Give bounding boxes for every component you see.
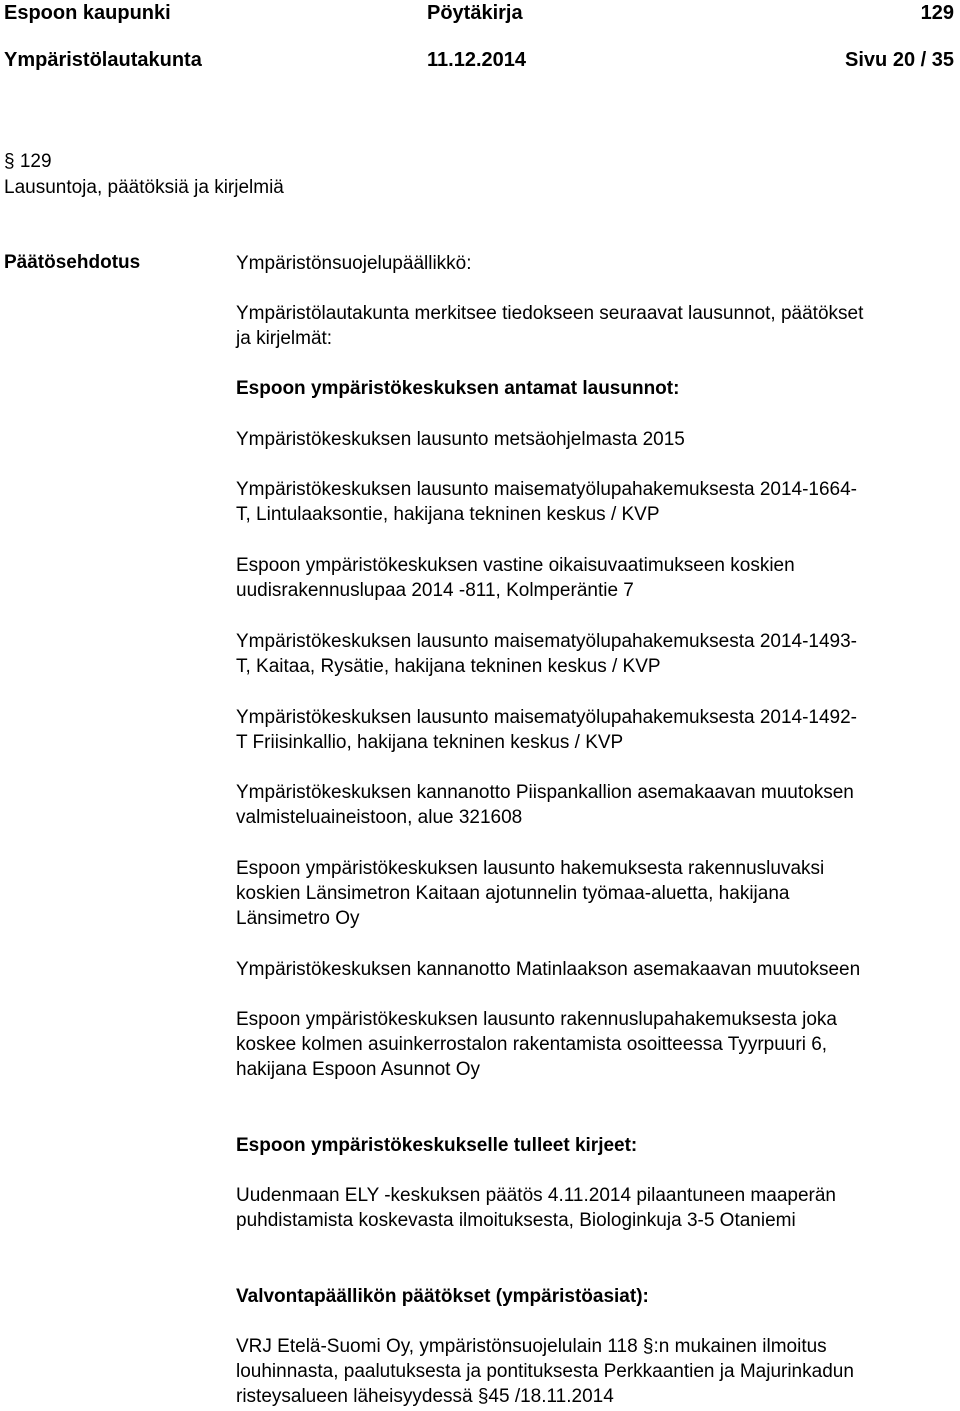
list-item: Ympäristökeskuksen lausunto maisematyölupahakemuksesta 2014-1492- T Friisinkallio, hakijana tekninen keskus / KVP xyxy=(236,707,858,753)
list-item: Espoon ympäristökeskuksen vastine oikaisuvaatimukseen koskien uudisrakennuslupaa 2014 -811, Kolmperäntie 7 xyxy=(236,555,795,601)
decision-item: VRJ Etelä-Suomi Oy, ympäristönsuojelulain 118 §:n mukainen ilmoitus louhinnasta, paalutuksesta ja pontituksesta Perkkaantien ja Majurinkadun risteysalueen läheisyydessä §45 /18.11.2014 xyxy=(236,1336,854,1407)
list-item: Espoon ympäristökeskuksen lausunto rakennuslupahakemuksesta joka koskee kolmen asuinkerrostalon rakentamista osoitteessa Tyyrpuuri 6, hakijana Espoon Asunnot Oy xyxy=(236,1009,837,1080)
list-item: Ympäristökeskuksen lausunto maisematyölupahakemuksesta 2014-1493- T, Kaitaa, Rysätie, hakijana tekninen keskus / KVP xyxy=(236,631,858,677)
list-item: Ympäristökeskuksen lausunto metsäohjelmasta 2015 xyxy=(236,429,685,450)
page-number: Sivu 20 / 35 xyxy=(845,49,954,71)
section-number-header: 129 xyxy=(920,2,954,24)
presenter: Ympäristönsuojelupäällikkö: xyxy=(236,253,472,274)
heading-letters: Espoon ympäristökeskukselle tulleet kirjeet: xyxy=(236,1135,638,1156)
list-item: Espoon ympäristökeskuksen lausunto hakemuksesta rakennusluvaksi koskien Länsimetron Kaitaan ajotunnelin työmaa-aluetta, hakijana Länsimetro Oy xyxy=(236,858,825,929)
org-name: Espoon kaupunki xyxy=(4,2,171,24)
section-number: 129 xyxy=(19,151,52,172)
heading-decisions: Valvontapäällikön päätökset (ympäristöasiat): xyxy=(236,1286,649,1307)
letter-item: Uudenmaan ELY -keskuksen päätös 4.11.2014 pilaantuneen maaperän puhdistamista koskevasta ilmoituksesta, Biologinkuja 3-5 Otaniemi xyxy=(236,1185,836,1231)
list-item: Ympäristökeskuksen kannanotto Piispankallion asemakaavan muutoksen valmisteluaineistoon, alue 321608 xyxy=(236,782,854,828)
list-item: Ympäristökeskuksen lausunto maisematyölupahakemuksesta 2014-1664- T, Lintulaaksontie, hakijana tekninen keskus / KVP xyxy=(236,479,858,525)
section-symbol: § xyxy=(4,151,15,172)
meeting-date: 11.12.2014 xyxy=(427,49,526,71)
heading-statements: Espoon ympäristökeskuksen antamat lausunnot: xyxy=(236,378,680,399)
section-heading-number xyxy=(4,150,52,174)
intro-text: Ympäristölautakunta merkitsee tiedokseen seuraavat lausunnot, päätökset ja kirjelmät: xyxy=(236,303,864,349)
proposal-label: Päätösehdotus xyxy=(4,252,141,273)
section-title: Lausuntoja, päätöksiä ja kirjelmiä xyxy=(4,177,284,198)
board-name: Ympäristölautakunta xyxy=(4,49,202,71)
list-item: Ympäristökeskuksen kannanotto Matinlaakson asemakaavan muutokseen xyxy=(236,959,861,980)
document-type: Pöytäkirja xyxy=(427,2,523,24)
